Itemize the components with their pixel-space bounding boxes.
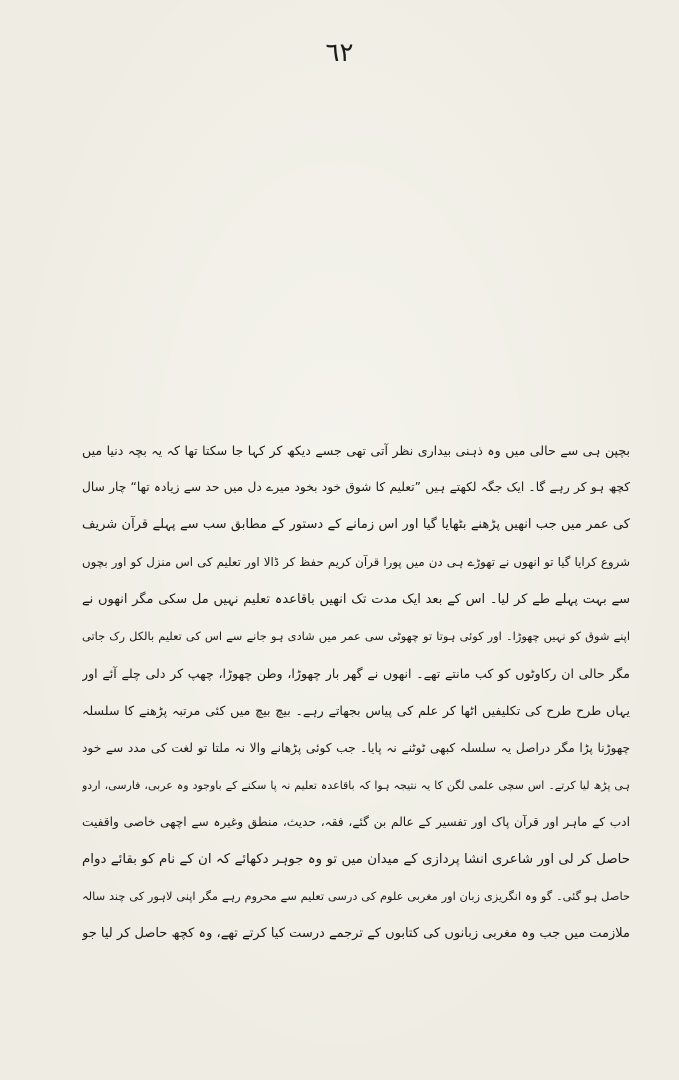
text-line: مگر حالی ان رکاوٹوں کو کب مانتے تھے۔ انھوں نے گھر بار چھوڑا، وطن چھوڑا، چھپ کر دلی چلے آئے اور — [82, 666, 630, 682]
text-line: شروع کرایا گیا تو انھوں نے تھوڑے ہی دن میں پورا قرآن کریم حفظ کر ڈالا اور تعلیم کی اس منزل کو اور بچوں — [82, 554, 630, 569]
text-line: سے بہت پہلے طے کر لیا۔ اس کے بعد ایک مدت تک انھیں باقاعدہ تعلیم نہیں مل سکی مگر انھوں نے — [82, 591, 630, 607]
text-line: ہی پڑھ لیا کرتے۔ اس سچی علمی لگن کا یہ نتیجہ ہوا کہ باقاعدہ تعلیم نہ پا سکنے کے باوجود وہ عربی، فارسی، اردو — [82, 778, 630, 792]
text-line: ملازمت میں جب وہ مغربی زبانوں کی کتابوں کے ترجمے درست کیا کرتے تھے، وہ کچھ حاصل کر لیا جو — [82, 926, 630, 942]
text-line: حاصل ہو گئی۔ گو وہ انگریزی زبان اور مغربی علوم کی درسی تعلیم سے محروم رہے مگر اپنی لاہور کی چند سالہ — [82, 889, 630, 904]
text-line: چھوڑنا پڑا مگر دراصل یہ سلسلہ کبھی ٹوٹنے نہ پایا۔ جب کوئی پڑھانے والا نہ ملتا تو لغت کی مدد سے خود — [82, 740, 630, 755]
text-line: بچپن ہی سے حالی میں وہ ذہنی بیداری نظر آتی تھی جسے دیکھ کر کہا جا سکتا تھا کہ یہ بچہ دنیا میں — [82, 443, 630, 458]
text-line: ادب کے ماہر اور قرآن پاک اور تفسیر کے عالم بن گئے، فقہ، حدیث، منطق وغیرہ سے اچھی خاصی واقفیت — [82, 814, 630, 829]
text-line: کچھ ہو کر رہے گا۔ ایک جگہ لکھتے ہیں ”تعلیم کا شوق خود بخود میرے دل میں حد سے زیادہ تھا“ چار سال — [82, 480, 630, 495]
page-number: ٦٢ — [325, 38, 354, 68]
text-line: یہاں طرح طرح کی تکلیفیں اٹھا کر علم کی پیاس بجھاتے رہے۔ بیچ بیچ میں کئی مرتبہ پڑھنے کا سلسلہ — [82, 703, 630, 719]
body-text — [82, 432, 630, 953]
text-line: اپنے شوق کو نہیں چھوڑا۔ اور کوئی ہوتا تو چھوٹی سی عمر میں شادی ہو جانے سے اس کی تعلیم بالکل رک جاتی — [82, 628, 630, 643]
text-line: حاصل کر لی اور شاعری انشا پردازی کے میدان میں تو وہ جوہر دکھائے کہ ان کے نام کو بقائے دوام — [82, 852, 630, 868]
text-line: کی عمر میں جب انھیں پڑھنے بٹھایا گیا اور اس زمانے کے دستور کے مطابق سب سے پہلے قرآن شریف — [82, 517, 630, 533]
